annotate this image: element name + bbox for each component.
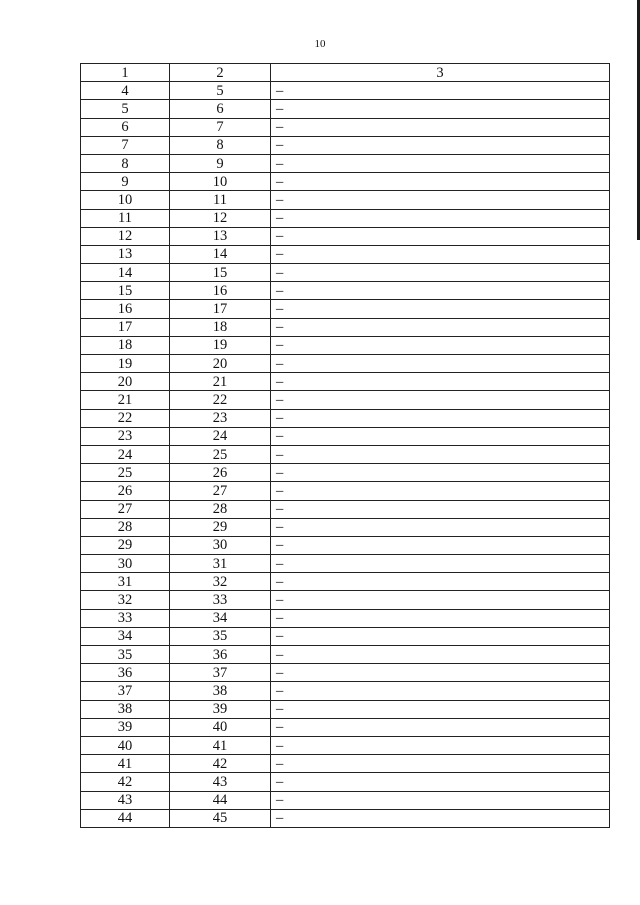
table-row	[81, 791, 610, 809]
table-cell-col-2: 13	[170, 227, 271, 245]
table-cell-col-1: 34	[81, 627, 170, 645]
table-cell-col-1: 32	[81, 591, 170, 609]
table-cell-col-2: 12	[170, 209, 271, 227]
table-cell-col-1: 8	[81, 154, 170, 172]
table-cell-col-1: 6	[81, 118, 170, 136]
header-cell-3: 3	[271, 64, 610, 82]
header-cell-1: 1	[81, 64, 170, 82]
table-cell-col-3: –	[271, 736, 610, 754]
table-cell-col-1: 36	[81, 664, 170, 682]
table-cell-col-3: –	[271, 336, 610, 354]
table-cell-col-3: –	[271, 646, 610, 664]
table-row	[81, 627, 610, 645]
table-cell-col-1: 33	[81, 609, 170, 627]
table-cell-col-2: 18	[170, 318, 271, 336]
table-row	[81, 736, 610, 754]
table-cell-col-3: –	[271, 791, 610, 809]
table-cell-col-3: –	[271, 773, 610, 791]
table-cell-col-1: 23	[81, 427, 170, 445]
table-row	[81, 609, 610, 627]
table-cell-col-2: 11	[170, 191, 271, 209]
table-cell-col-2: 7	[170, 118, 271, 136]
table-cell-col-2: 26	[170, 464, 271, 482]
table-row	[81, 318, 610, 336]
table-cell-col-3: –	[271, 82, 610, 100]
table-row	[81, 646, 610, 664]
table-cell-col-1: 9	[81, 173, 170, 191]
table-cell-col-2: 10	[170, 173, 271, 191]
table-cell-col-2: 19	[170, 336, 271, 354]
table-cell-col-2: 15	[170, 264, 271, 282]
table-cell-col-1: 31	[81, 573, 170, 591]
table-cell-col-1: 24	[81, 445, 170, 463]
table-cell-col-3: –	[271, 282, 610, 300]
page-number: 10	[314, 38, 326, 50]
table-row	[81, 300, 610, 318]
table-cell-col-3: –	[271, 700, 610, 718]
table-cell-col-2: 33	[170, 591, 271, 609]
table-row	[81, 518, 610, 536]
table-cell-col-2: 38	[170, 682, 271, 700]
table-cell-col-3: –	[271, 209, 610, 227]
table-cell-col-2: 39	[170, 700, 271, 718]
table-cell-col-3: –	[271, 591, 610, 609]
table-row	[81, 100, 610, 118]
table-cell-col-1: 7	[81, 136, 170, 154]
table-cell-col-1: 22	[81, 409, 170, 427]
table-row	[81, 536, 610, 554]
table-row	[81, 755, 610, 773]
table-cell-col-3: –	[271, 245, 610, 263]
table-row	[81, 264, 610, 282]
table-cell-col-3: –	[271, 373, 610, 391]
table-row	[81, 191, 610, 209]
table-cell-col-3: –	[271, 718, 610, 736]
table-cell-col-3: –	[271, 682, 610, 700]
table-cell-col-2: 27	[170, 482, 271, 500]
table-cell-col-2: 42	[170, 755, 271, 773]
table-cell-col-2: 44	[170, 791, 271, 809]
table-row	[81, 227, 610, 245]
table-cell-col-2: 43	[170, 773, 271, 791]
table-row	[81, 427, 610, 445]
table-row	[81, 282, 610, 300]
table-cell-col-1: 44	[81, 809, 170, 827]
table-cell-col-2: 34	[170, 609, 271, 627]
table-cell-col-3: –	[271, 173, 610, 191]
table-cell-col-2: 30	[170, 536, 271, 554]
table-row	[81, 573, 610, 591]
data-table	[80, 63, 610, 828]
table-cell-col-3: –	[271, 464, 610, 482]
table-row	[81, 664, 610, 682]
table-cell-col-2: 32	[170, 573, 271, 591]
table-cell-col-2: 29	[170, 518, 271, 536]
table-cell-col-1: 5	[81, 100, 170, 118]
table-row	[81, 555, 610, 573]
table-row	[81, 336, 610, 354]
table-cell-col-2: 22	[170, 391, 271, 409]
table-cell-col-1: 12	[81, 227, 170, 245]
table-row	[81, 118, 610, 136]
table-cell-col-1: 41	[81, 755, 170, 773]
table-cell-col-1: 25	[81, 464, 170, 482]
table-row	[81, 373, 610, 391]
table-row	[81, 682, 610, 700]
table-cell-col-2: 5	[170, 82, 271, 100]
table-row	[81, 809, 610, 827]
table-row	[81, 173, 610, 191]
table-cell-col-3: –	[271, 500, 610, 518]
table-cell-col-3: –	[271, 518, 610, 536]
table-cell-col-1: 16	[81, 300, 170, 318]
table-cell-col-2: 21	[170, 373, 271, 391]
table-cell-col-3: –	[271, 409, 610, 427]
table-cell-col-2: 9	[170, 154, 271, 172]
table-cell-col-3: –	[271, 318, 610, 336]
table-cell-col-3: –	[271, 664, 610, 682]
table-cell-col-1: 40	[81, 736, 170, 754]
table-row	[81, 355, 610, 373]
table-cell-col-1: 38	[81, 700, 170, 718]
table-cell-col-3: –	[271, 809, 610, 827]
table-cell-col-1: 30	[81, 555, 170, 573]
table-cell-col-1: 4	[81, 82, 170, 100]
table-cell-col-2: 41	[170, 736, 271, 754]
table-cell-col-3: –	[271, 355, 610, 373]
table-cell-col-2: 35	[170, 627, 271, 645]
table-cell-col-2: 37	[170, 664, 271, 682]
table-cell-col-3: –	[271, 627, 610, 645]
table-cell-col-3: –	[271, 227, 610, 245]
table-cell-col-3: –	[271, 154, 610, 172]
table-cell-col-3: –	[271, 609, 610, 627]
table-cell-col-3: –	[271, 555, 610, 573]
table-cell-col-1: 42	[81, 773, 170, 791]
table-cell-col-1: 43	[81, 791, 170, 809]
table-cell-col-1: 39	[81, 718, 170, 736]
table-body	[81, 64, 610, 828]
table-cell-col-2: 16	[170, 282, 271, 300]
table-row	[81, 391, 610, 409]
table-cell-col-2: 8	[170, 136, 271, 154]
table-row	[81, 482, 610, 500]
table-cell-col-2: 25	[170, 445, 271, 463]
table-cell-col-3: –	[271, 445, 610, 463]
table-cell-col-2: 20	[170, 355, 271, 373]
table-cell-col-1: 10	[81, 191, 170, 209]
table-row	[81, 591, 610, 609]
table-cell-col-2: 6	[170, 100, 271, 118]
table-cell-col-3: –	[271, 427, 610, 445]
table-cell-col-2: 14	[170, 245, 271, 263]
table-cell-col-1: 21	[81, 391, 170, 409]
table-cell-col-2: 28	[170, 500, 271, 518]
table-cell-col-1: 19	[81, 355, 170, 373]
table-cell-col-3: –	[271, 573, 610, 591]
table-row	[81, 82, 610, 100]
table-cell-col-1: 18	[81, 336, 170, 354]
table-cell-col-1: 35	[81, 646, 170, 664]
table-row	[81, 445, 610, 463]
table-cell-col-1: 20	[81, 373, 170, 391]
table-cell-col-1: 13	[81, 245, 170, 263]
table-cell-col-3: –	[271, 264, 610, 282]
table-row	[81, 773, 610, 791]
table-cell-col-2: 40	[170, 718, 271, 736]
table-cell-col-3: –	[271, 482, 610, 500]
table-header-row	[81, 64, 610, 82]
table-row	[81, 209, 610, 227]
table-cell-col-2: 31	[170, 555, 271, 573]
table-row	[81, 409, 610, 427]
table-row	[81, 500, 610, 518]
table-row	[81, 245, 610, 263]
table-cell-col-1: 28	[81, 518, 170, 536]
table-cell-col-1: 15	[81, 282, 170, 300]
table-cell-col-2: 36	[170, 646, 271, 664]
table-row	[81, 136, 610, 154]
table-row	[81, 464, 610, 482]
table-cell-col-1: 11	[81, 209, 170, 227]
table-cell-col-3: –	[271, 755, 610, 773]
table-cell-col-1: 14	[81, 264, 170, 282]
table-cell-col-2: 17	[170, 300, 271, 318]
table-row	[81, 154, 610, 172]
table-cell-col-3: –	[271, 536, 610, 554]
table-cell-col-2: 23	[170, 409, 271, 427]
table-cell-col-3: –	[271, 391, 610, 409]
table-cell-col-3: –	[271, 191, 610, 209]
table-cell-col-1: 29	[81, 536, 170, 554]
header-cell-2: 2	[170, 64, 271, 82]
table-cell-col-1: 37	[81, 682, 170, 700]
table-row	[81, 718, 610, 736]
table-cell-col-3: –	[271, 100, 610, 118]
table-cell-col-3: –	[271, 136, 610, 154]
table-cell-col-1: 27	[81, 500, 170, 518]
table-row	[81, 700, 610, 718]
table-cell-col-3: –	[271, 300, 610, 318]
table-cell-col-3: –	[271, 118, 610, 136]
table-cell-col-1: 26	[81, 482, 170, 500]
table-cell-col-2: 45	[170, 809, 271, 827]
table-cell-col-1: 17	[81, 318, 170, 336]
table-cell-col-2: 24	[170, 427, 271, 445]
